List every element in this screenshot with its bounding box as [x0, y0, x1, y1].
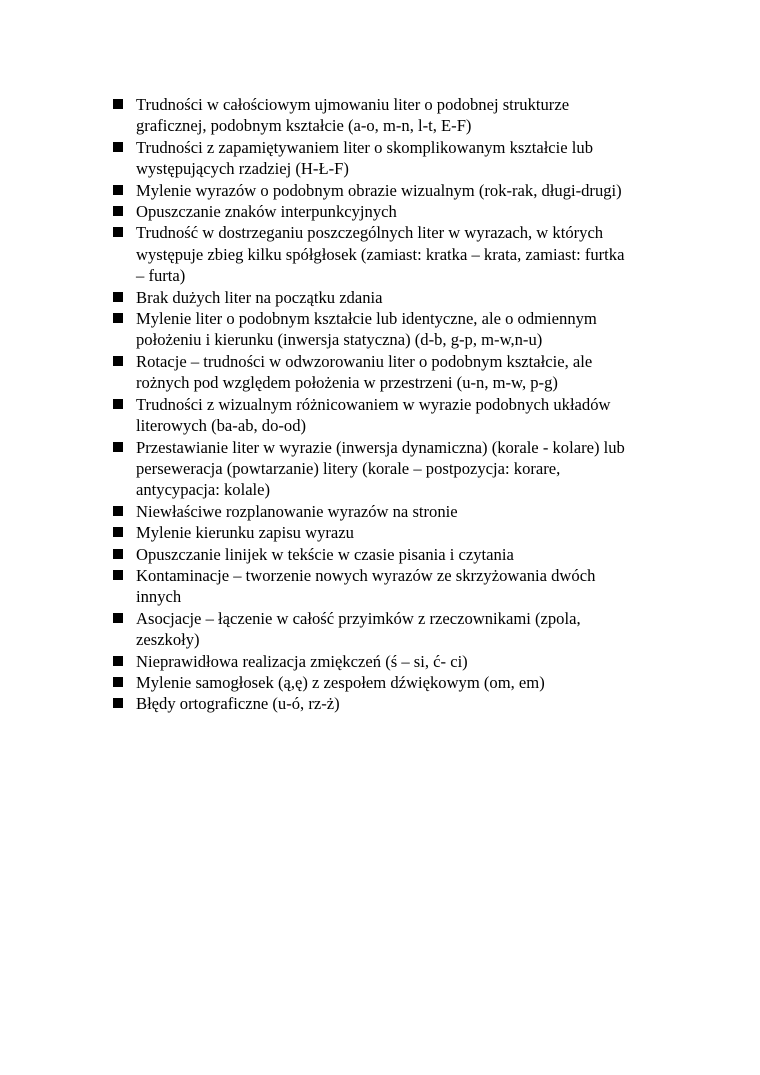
list-item [112, 522, 672, 543]
list-item [112, 544, 672, 565]
list-item [112, 287, 672, 308]
list-item [112, 308, 672, 351]
black-square-bullet-icon [112, 522, 136, 543]
list-item [112, 222, 672, 286]
list-item-text: Mylenie kierunku zapisu wyrazu [136, 523, 354, 543]
list-item-text: Brak dużych liter na początku zdania [136, 287, 383, 307]
list-item-text: Kontaminacje – tworzenie nowych wyrazów ze skrzyżowania dwóch innych [136, 565, 596, 607]
black-square-bullet-icon [112, 180, 136, 201]
black-square-bullet-icon [112, 201, 136, 222]
list-item-text: Trudności z zapamiętywaniem liter o skomplikowanym kształcie lub występujących rzadziej (H-Ł-F) [136, 137, 594, 179]
black-square-bullet-icon [112, 693, 136, 714]
list-item-text: Przestawianie liter w wyrazie (inwersja dynamiczna) (korale - kolare) lub perseweracja (powtarzanie) litery (korale – postpozycja: korare, antycypacja: kolale) [136, 437, 625, 500]
list-item [112, 693, 672, 714]
black-square-bullet-icon [112, 565, 136, 586]
list-item [112, 180, 672, 201]
black-square-bullet-icon [112, 137, 136, 158]
list-item-text: Mylenie liter o podobnym kształcie lub identyczne, ale o odmiennym położeniu i kierunku (inwersja statyczna) (d-b, g-p, m-w,n-u) [136, 309, 597, 350]
list-item [112, 672, 672, 693]
black-square-bullet-icon [112, 308, 136, 329]
black-square-bullet-icon [112, 94, 136, 115]
black-square-bullet-icon [112, 437, 136, 458]
black-square-bullet-icon [112, 672, 136, 693]
black-square-bullet-icon [112, 394, 136, 415]
list-item-text: Nieprawidłowa realizacja zmiękczeń (ś – si, ć- ci) [136, 651, 468, 671]
list-item [112, 351, 672, 394]
list-item [112, 94, 672, 137]
list-item [112, 501, 672, 522]
list-item [112, 608, 672, 651]
list-item [112, 137, 672, 180]
black-square-bullet-icon [112, 287, 136, 308]
black-square-bullet-icon [112, 501, 136, 522]
list-item [112, 201, 672, 222]
black-square-bullet-icon [112, 651, 136, 672]
black-square-bullet-icon [112, 544, 136, 565]
black-square-bullet-icon [112, 222, 136, 243]
list-item [112, 565, 672, 608]
list-item-text: Trudności w całościowym ujmowaniu liter o podobnej strukturze graficznej, podobnym kształcie (a-o, m-n, l-t, E-F) [136, 95, 570, 136]
list-item-text: Rotacje – trudności w odwzorowaniu liter o podobnym kształcie, ale rożnych pod względem położenia w przestrzeni (u-n, m-w, p-g) [136, 351, 593, 393]
list-item-text: Trudność w dostrzeganiu poszczególnych liter w wyrazach, w których występuje zbieg kilku spółgłosek (zamiast: kratka – krata, zamiast: furtka – furta) [136, 223, 625, 286]
difficulty-bullet-list [112, 94, 672, 715]
list-item-text: Opuszczanie linijek w tekście w czasie pisania i czytania [136, 544, 514, 564]
list-item-text: Niewłaściwe rozplanowanie wyrazów na stronie [136, 501, 458, 521]
list-item-text: Błędy ortograficzne (u-ó, rz-ż) [136, 694, 340, 714]
list-item-text: Asocjacje – łączenie w całość przyimków z rzeczownikami (zpola, zeszkoły) [136, 608, 581, 650]
list-item [112, 651, 672, 672]
list-item [112, 394, 672, 437]
black-square-bullet-icon [112, 608, 136, 629]
list-item-text: Trudności z wizualnym różnicowaniem w wyrazie podobnych układów literowych (ba-ab, do-od) [136, 394, 611, 436]
list-item-text: Opuszczanie znaków interpunkcyjnych [136, 202, 397, 222]
black-square-bullet-icon [112, 351, 136, 372]
list-item [112, 437, 672, 501]
list-item-text: Mylenie wyrazów o podobnym obrazie wizualnym (rok-rak, długi-drugi) [136, 180, 622, 200]
list-item-text: Mylenie samogłosek (ą,ę) z zespołem dźwiękowym (om, em) [136, 672, 545, 692]
